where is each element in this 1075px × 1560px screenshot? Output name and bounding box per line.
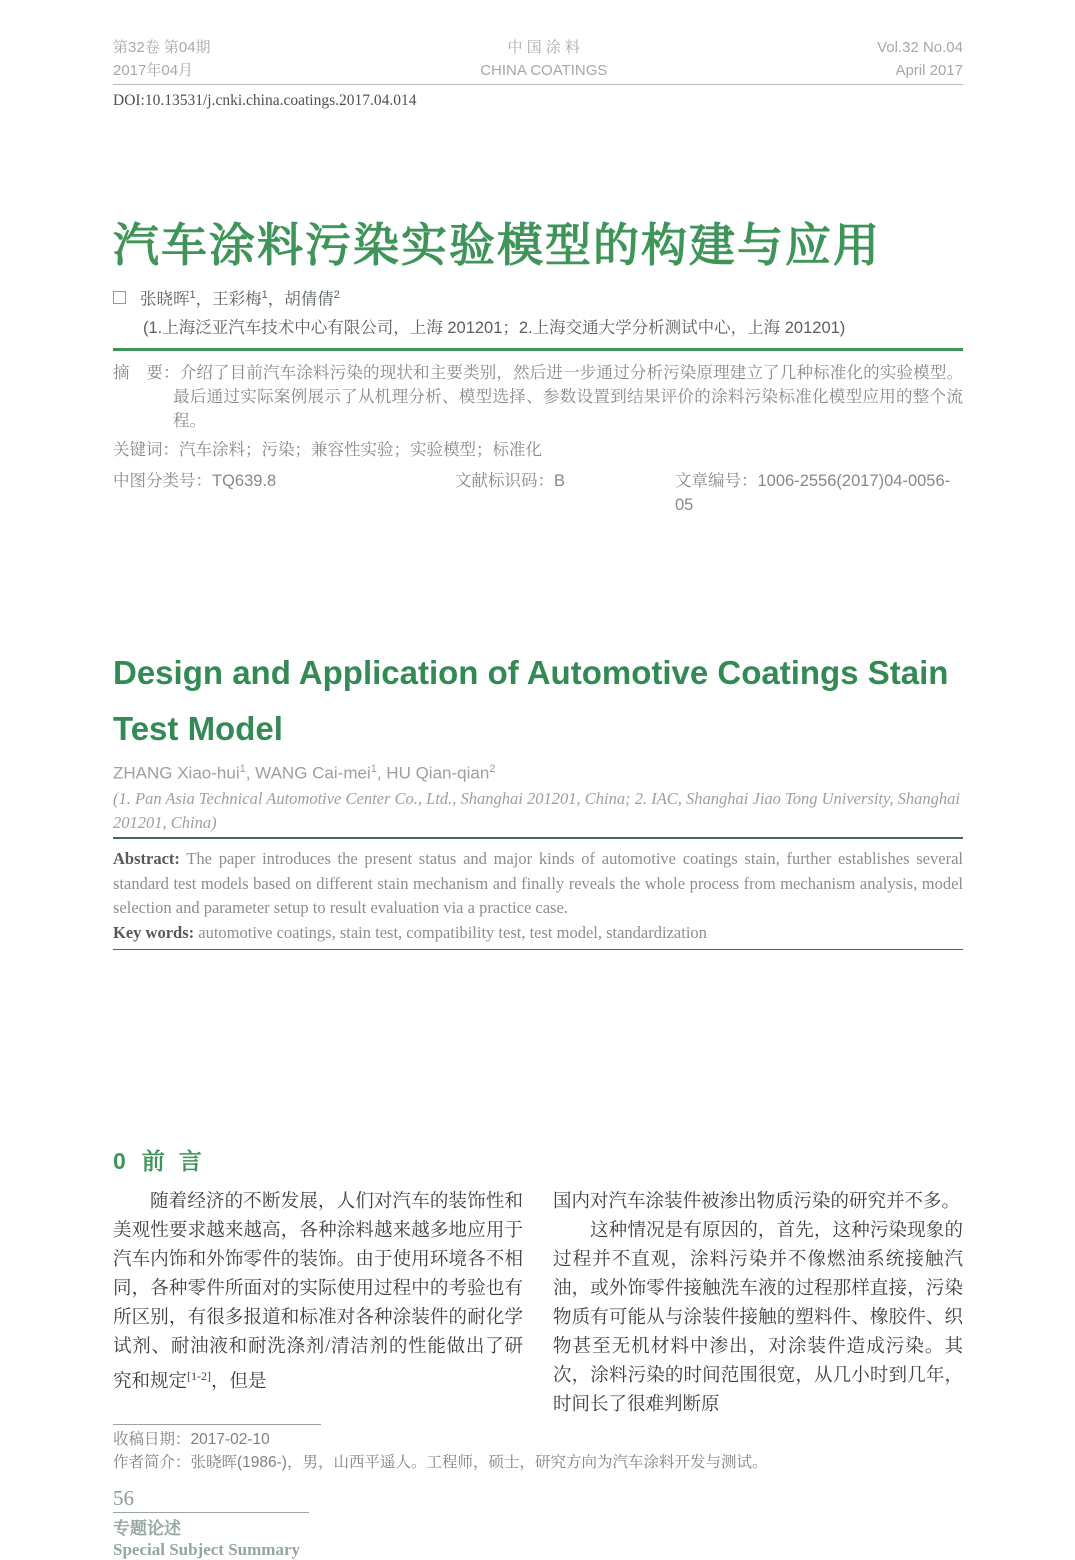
abstract-en-label: Abstract:: [113, 849, 180, 869]
author-cn-3-affil-mark: 2: [333, 289, 340, 301]
paragraph-1-continuation: 国内对汽车涂装件被渗出物质污染的研究并不多。: [553, 1191, 961, 1212]
author-cn-1: 张晓晖: [140, 290, 190, 309]
keywords-divider-green: [113, 949, 963, 950]
date-en: April 2017: [895, 62, 963, 79]
volume-issue-cn: 第32卷 第04期: [113, 39, 211, 56]
author-en-3-affil-mark: 2: [489, 762, 496, 775]
header-volume-cn: [113, 36, 211, 82]
abstract-en-text: The paper introduces the present status and major kinds of automotive coatings stain, further establishes several standard test models based on different stain mechanism and finally reveals the whole process from mechanism analysis, model selection and parameter setup to result evaluation via a practice case.: [113, 849, 963, 918]
keywords-cn-text: 汽车涂料；污染；兼容性实验；实验模型；标准化: [179, 440, 542, 459]
journal-header: [113, 36, 963, 82]
clc-number: 中图分类号：TQ639.8: [113, 471, 277, 490]
author-cn-1-affil-mark: 1: [189, 289, 196, 301]
citation-ref: [1-2]: [187, 1368, 212, 1383]
abstract-divider: [113, 837, 963, 839]
paragraph-2: 这种情况是有原因的，首先，这种污染现象的过程并不直观，涂料污染并不像燃油系统接触汽油，或外饰零件接触洗车液的过程那样直接，污染物质有可能从与涂装件接触的塑料件、橡胶件、织物甚至无机材料中渗出，对涂装件造成污染。其次，涂料污染的时间范围很宽，从几小时到几年，时间长了很难判断原: [553, 1220, 963, 1415]
author-en-1: ZHANG Xiao-hui: [113, 763, 240, 783]
body-columns: [113, 1188, 963, 1420]
author-en-2: , WANG Cai-mei: [245, 763, 371, 783]
journal-name-en: CHINA COATINGS: [480, 62, 608, 79]
author-en-1-affil-mark: 1: [239, 762, 246, 775]
keywords-cn: [113, 438, 963, 462]
volume-issue-en: Vol.32 No.04: [877, 39, 963, 56]
article-id: 文章编号：1006-2556(2017)04-0056-05: [675, 471, 951, 514]
keywords-en-label: Key words:: [113, 922, 195, 942]
abstract-cn-label: 摘 要：: [113, 363, 180, 382]
keywords-en-text: automotive coatings, stain test, compatibility test, test model, standardization: [194, 922, 707, 942]
body-column-left: [113, 1188, 523, 1420]
page-number: 56: [113, 1485, 134, 1510]
classification-row: [113, 469, 963, 517]
checkbox-icon: [113, 291, 126, 304]
date-cn: 2017年04月: [113, 62, 194, 79]
author-cn-2: ，王彩梅: [195, 290, 262, 309]
paragraph-1-text: 随着经济的不断发展，人们对汽车的装饰性和美观性要求越来越高，各种涂料越来越多地应用于汽车内饰和外饰零件的装饰。由于使用环境各不相同，各种零件所面对的实际使用过程中的考验也有所区别，有很多报道和标准对各种涂装件的耐化学试剂、耐油液和耐洗涤剂/清洁剂的性能做出了研究和规定: [113, 1191, 523, 1392]
section-title: 前言: [141, 1147, 216, 1174]
footnote: [113, 1424, 963, 1474]
author-en-2-affil-mark: 1: [370, 762, 377, 775]
received-date: 收稿日期：2017-02-10: [113, 1430, 270, 1448]
header-divider: [113, 84, 963, 85]
affiliation-en: (1. Pan Asia Technical Automotive Center Co., Ltd., Shanghai 201201, China; 2. IAC, Shanghai Jiao Tong University, Shanghai 201201, China): [113, 789, 960, 833]
affiliation-cn: (1.上海泛亚汽车技术中心有限公司，上海 201201；2.上海交通大学分析测试中心，上海 201201): [143, 318, 846, 337]
column-name-en: Special Subject Summary: [113, 1539, 300, 1559]
author-en-3: , HU Qian-qian: [376, 763, 490, 783]
paragraph-1-tail: ，但是: [211, 1371, 267, 1392]
doi: DOI:10.13531/j.cnki.china.coatings.2017.04.014: [113, 92, 417, 109]
authors-cn-text: [140, 283, 340, 312]
paragraph-1: [113, 1188, 523, 1397]
author-bio: 作者简介：张晓晖(1986-)，男，山西平遥人。工程师，硕士，研究方向为汽车涂料开发与测试。: [113, 1453, 768, 1471]
authors-cn: [113, 283, 963, 312]
abstract-cn-text: 介绍了目前汽车涂料污染的现状和主要类别，然后进一步通过分析污染原理建立了几种标准化的实验模型。最后通过实际案例展示了从机理分析、模型选择、参数设置到结果评价的涂料污染标准化模型应用的整个流程。: [173, 363, 964, 430]
keywords-en: [113, 921, 963, 945]
document-code: 文献标识码：B: [455, 471, 566, 490]
section-number: 0: [113, 1147, 126, 1174]
header-volume-en: [877, 36, 963, 82]
article-title-en: Design and Application of Automotive Coatings Stain Test Model: [113, 653, 949, 747]
article-title-cn: 汽车涂料污染实验模型的构建与应用: [113, 219, 881, 271]
page-footer: [113, 1486, 963, 1560]
authors-en: [113, 757, 963, 786]
body-column-right: [553, 1188, 963, 1420]
footnote-divider: [113, 1424, 321, 1425]
section-heading: [113, 1146, 963, 1176]
footer-divider: [113, 1512, 309, 1513]
abstract-cn: [113, 361, 963, 433]
keywords-cn-label: 关键词：: [113, 440, 179, 459]
header-journal-name: [480, 36, 607, 82]
column-name-cn: 专题论述: [113, 1518, 181, 1538]
author-cn-3: ，胡倩倩: [267, 290, 334, 309]
author-cn-2-affil-mark: 1: [261, 289, 268, 301]
title-divider-green: [113, 348, 963, 351]
journal-name-cn: 中 国 涂 料: [507, 39, 581, 56]
abstract-en: [113, 847, 963, 921]
